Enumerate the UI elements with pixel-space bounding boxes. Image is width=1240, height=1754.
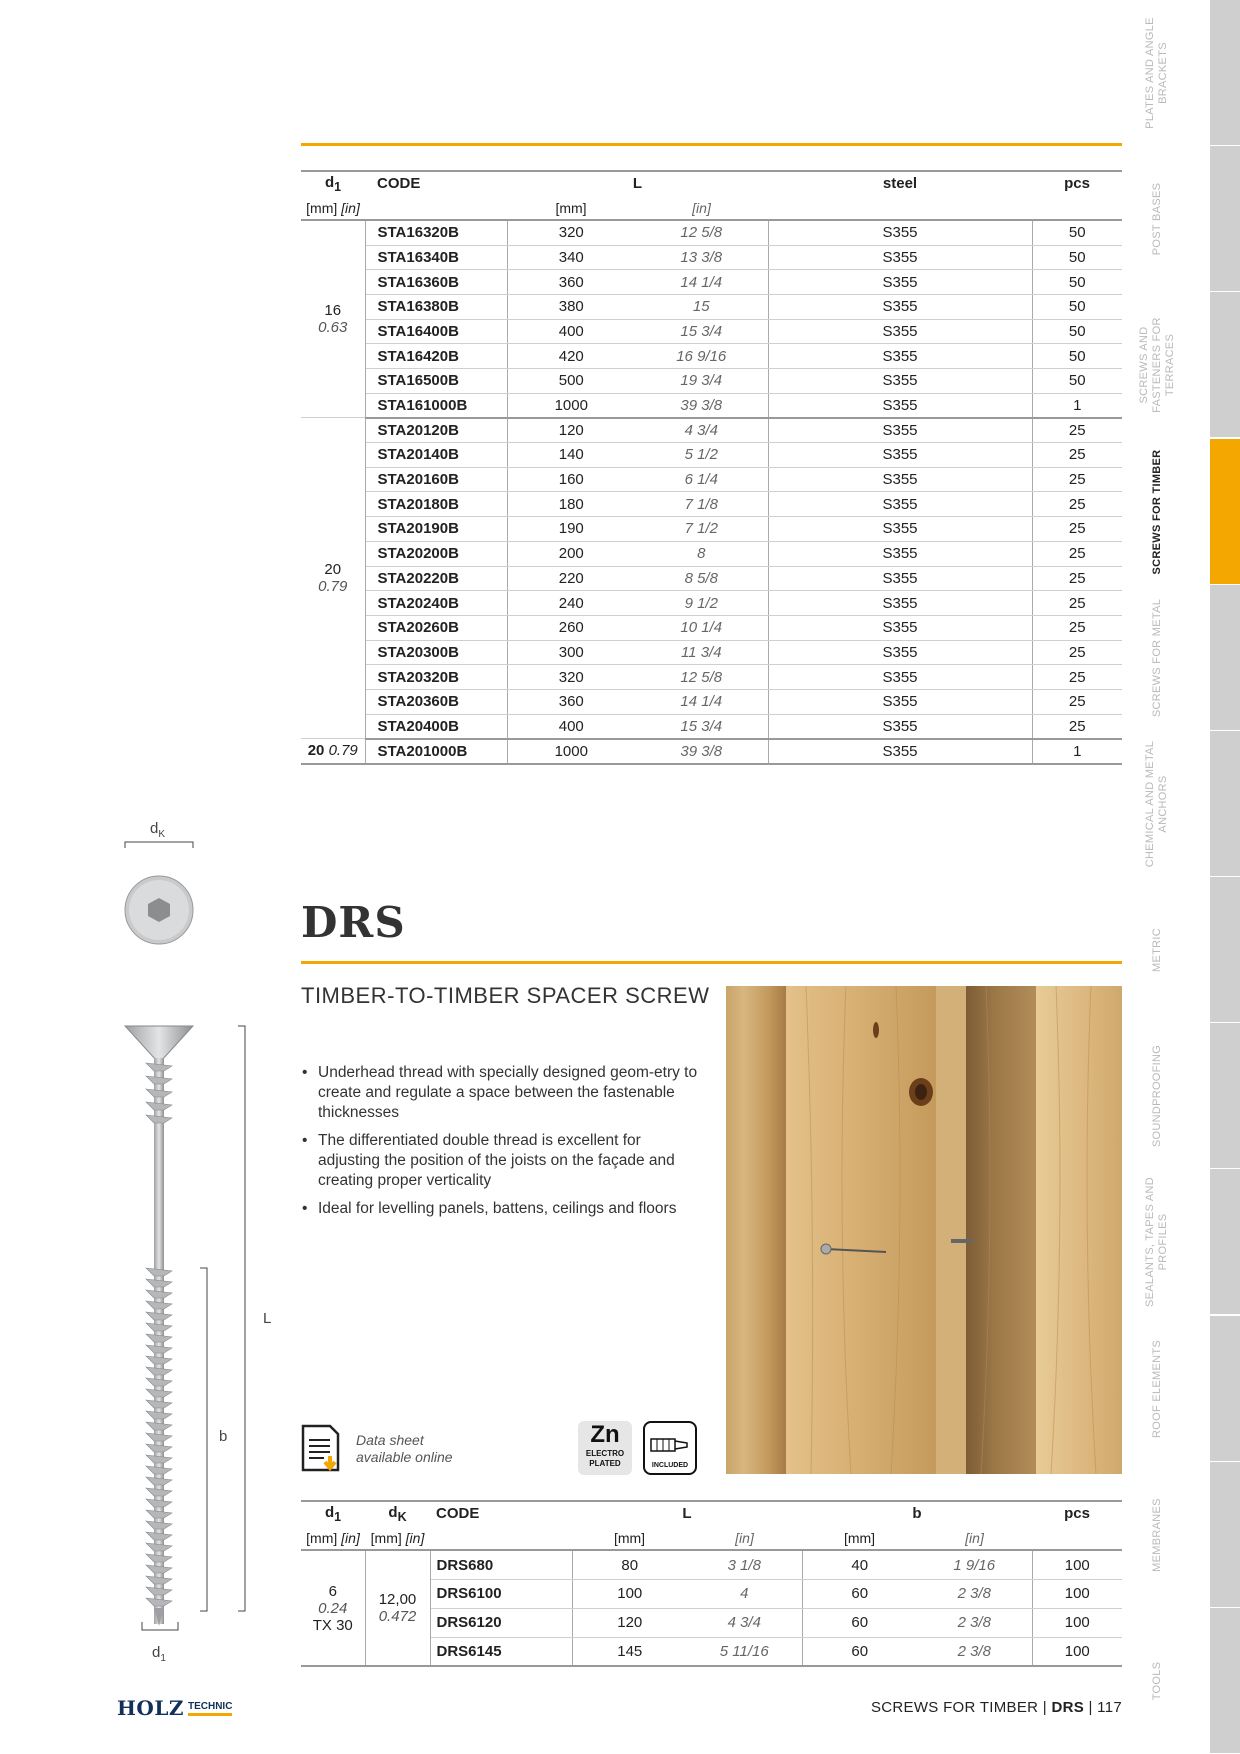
- feature-list: [300, 1063, 700, 1227]
- length-in-cell: 39 3/8: [635, 739, 768, 764]
- section-tab-label[interactable]: POST BASES: [1150, 183, 1163, 256]
- length-mm-cell: 500: [507, 369, 635, 394]
- length-in-cell: 5 1/2: [635, 443, 768, 468]
- length-in-cell: 8: [635, 541, 768, 566]
- diameter-cell: 20 0.79: [301, 739, 365, 764]
- length-mm-cell: 120: [507, 418, 635, 443]
- dk-label: $d_K$: [150, 820, 166, 840]
- L-dimension-label: L: [263, 1310, 272, 1327]
- table-row: [301, 541, 1122, 566]
- pcs-cell: 100: [1032, 1608, 1122, 1637]
- pcs-cell: 25: [1032, 665, 1122, 690]
- code-cell: STA161000B: [365, 393, 507, 418]
- table-row: [301, 665, 1122, 690]
- code-cell: STA20400B: [365, 714, 507, 739]
- section-tab[interactable]: [1210, 0, 1240, 146]
- length-in-cell: 7 1/8: [635, 492, 768, 517]
- header-pcs: pcs: [1032, 171, 1122, 196]
- pcs-cell: 100: [1032, 1637, 1122, 1666]
- length-in-cell: 5 11/16: [687, 1637, 802, 1666]
- section-tab[interactable]: [1210, 877, 1240, 1023]
- steel-cell: S355: [768, 665, 1032, 690]
- pcs-cell: 50: [1032, 220, 1122, 245]
- pcs-cell: 25: [1032, 492, 1122, 517]
- diameter-cell: 6 0.24 TX 30: [301, 1550, 365, 1666]
- pcs-cell: 50: [1032, 245, 1122, 270]
- section-tab-label[interactable]: CHEMICAL AND METAL ANCHORS: [1144, 740, 1169, 868]
- code-cell: STA20140B: [365, 443, 507, 468]
- length-mm-cell: 80: [572, 1550, 687, 1579]
- steel-cell: S355: [768, 443, 1032, 468]
- table-row: [301, 566, 1122, 591]
- code-cell: STA20240B: [365, 591, 507, 616]
- pcs-cell: 50: [1032, 294, 1122, 319]
- sta-table: [301, 170, 1122, 765]
- section-tab-label[interactable]: SOUNDPROOFING: [1150, 1045, 1163, 1148]
- table-row: [301, 344, 1122, 369]
- steel-cell: S355: [768, 344, 1032, 369]
- length-mm-cell: 1000: [507, 739, 635, 764]
- header-L-mm: [mm]: [507, 196, 635, 221]
- section-tab[interactable]: [1210, 439, 1240, 585]
- section-tab[interactable]: [1210, 1316, 1240, 1462]
- length-in-cell: 12 5/8: [635, 220, 768, 245]
- steel-cell: S355: [768, 418, 1032, 443]
- length-mm-cell: 320: [507, 220, 635, 245]
- code-cell: STA20120B: [365, 418, 507, 443]
- length-in-cell: 3 1/8: [687, 1550, 802, 1579]
- length-in-cell: 14 1/4: [635, 689, 768, 714]
- steel-cell: S355: [768, 467, 1032, 492]
- table-row: [301, 294, 1122, 319]
- section-tab-label[interactable]: TOOLS: [1150, 1661, 1163, 1701]
- length-mm-cell: 190: [507, 517, 635, 542]
- code-cell: STA16340B: [365, 245, 507, 270]
- brand-logo: HOLZ TECHNIC: [117, 1696, 233, 1720]
- steel-cell: S355: [768, 393, 1032, 418]
- section-tab-label[interactable]: SEALANTS, TAPES AND PROFILES: [1144, 1177, 1169, 1308]
- product-title: DRS: [301, 898, 406, 947]
- length-mm-cell: 420: [507, 344, 635, 369]
- pcs-cell: 50: [1032, 344, 1122, 369]
- head-diameter-cell: 12,00 0.472: [365, 1550, 430, 1666]
- length-in-cell: 11 3/4: [635, 640, 768, 665]
- pcs-cell: 25: [1032, 541, 1122, 566]
- length-mm-cell: 1000: [507, 393, 635, 418]
- feature-item: • Underhead thread with specially designed geom-etry to create and regulate a space between the fastenable thicknesses: [300, 1063, 700, 1123]
- section-tab[interactable]: [1210, 146, 1240, 292]
- header-b-mm: [mm]: [802, 1526, 917, 1551]
- section-tab-label[interactable]: SCREWS FOR METAL: [1150, 598, 1163, 717]
- code-cell: DRS6120: [430, 1608, 572, 1637]
- thread-in-cell: 2 3/8: [917, 1637, 1032, 1666]
- length-in-cell: 9 1/2: [635, 591, 768, 616]
- length-mm-cell: 320: [507, 665, 635, 690]
- pcs-cell: 25: [1032, 566, 1122, 591]
- code-cell: STA16420B: [365, 344, 507, 369]
- steel-cell: S355: [768, 517, 1032, 542]
- code-cell: STA16380B: [365, 294, 507, 319]
- length-mm-cell: 380: [507, 294, 635, 319]
- table-row: [301, 393, 1122, 418]
- section-tab-label[interactable]: METRIC: [1150, 928, 1163, 973]
- table-row: [301, 369, 1122, 394]
- code-cell: STA20300B: [365, 640, 507, 665]
- header-L-in: [in]: [635, 196, 768, 221]
- length-in-cell: 7 1/2: [635, 517, 768, 542]
- table-row: [301, 443, 1122, 468]
- header-d1: $d_1$: [301, 171, 365, 196]
- steel-cell: S355: [768, 591, 1032, 616]
- pcs-cell: 25: [1032, 517, 1122, 542]
- pcs-cell: 25: [1032, 467, 1122, 492]
- length-mm-cell: 360: [507, 689, 635, 714]
- steel-cell: S355: [768, 739, 1032, 764]
- d1-dimension-line: [140, 1620, 180, 1636]
- steel-cell: S355: [768, 220, 1032, 245]
- section-tab[interactable]: [1210, 731, 1240, 877]
- length-in-cell: 4 3/4: [635, 418, 768, 443]
- table-row: [301, 319, 1122, 344]
- code-cell: STA20220B: [365, 566, 507, 591]
- header-L-in: [in]: [687, 1526, 802, 1551]
- b-dimension-label: b: [219, 1428, 228, 1445]
- datasheet-link[interactable]: Data sheet available online: [300, 1424, 453, 1474]
- pcs-cell: 25: [1032, 689, 1122, 714]
- code-cell: STA20200B: [365, 541, 507, 566]
- code-cell: STA16360B: [365, 270, 507, 295]
- code-cell: DRS6100: [430, 1579, 572, 1608]
- table-row: [301, 1550, 1122, 1579]
- length-mm-cell: 340: [507, 245, 635, 270]
- header-steel: steel: [768, 171, 1032, 196]
- steel-cell: S355: [768, 492, 1032, 517]
- pcs-cell: 100: [1032, 1550, 1122, 1579]
- length-mm-cell: 360: [507, 270, 635, 295]
- screw-head-drawing: [110, 840, 210, 950]
- header-b: b: [802, 1501, 1032, 1526]
- pcs-cell: 25: [1032, 591, 1122, 616]
- header-dk: $d_K$: [365, 1501, 430, 1526]
- steel-cell: S355: [768, 714, 1032, 739]
- pcs-cell: 25: [1032, 615, 1122, 640]
- steel-cell: S355: [768, 640, 1032, 665]
- length-mm-cell: 145: [572, 1637, 687, 1666]
- bit-included-badge: INCLUDED: [643, 1421, 697, 1475]
- header-code: CODE: [430, 1501, 572, 1526]
- table-row: [301, 615, 1122, 640]
- thread-in-cell: 1 9/16: [917, 1550, 1032, 1579]
- section-tab[interactable]: [1210, 585, 1240, 731]
- length-in-cell: 10 1/4: [635, 615, 768, 640]
- length-in-cell: 39 3/8: [635, 393, 768, 418]
- top-rule: [301, 143, 1122, 146]
- length-mm-cell: 260: [507, 615, 635, 640]
- length-mm-cell: 200: [507, 541, 635, 566]
- length-in-cell: 15 3/4: [635, 714, 768, 739]
- pcs-cell: 25: [1032, 714, 1122, 739]
- section-tab-label[interactable]: MEMBRANES: [1150, 1497, 1163, 1572]
- thread-mm-cell: 40: [802, 1550, 917, 1579]
- bit-icon: [645, 1431, 695, 1461]
- pcs-cell: 25: [1032, 640, 1122, 665]
- pcs-cell: 1: [1032, 393, 1122, 418]
- header-L: L: [507, 171, 768, 196]
- page-footer: SCREWS FOR TIMBER | DRS | 117: [870, 1699, 1122, 1716]
- length-in-cell: 6 1/4: [635, 467, 768, 492]
- product-subtitle: TIMBER-TO-TIMBER SPACER SCREW: [301, 983, 710, 1008]
- header-L: L: [572, 1501, 802, 1526]
- diameter-cell: 20 0.79: [301, 418, 365, 739]
- section-tab[interactable]: [1210, 1023, 1240, 1169]
- table-row: [301, 714, 1122, 739]
- steel-cell: S355: [768, 615, 1032, 640]
- code-cell: STA201000B: [365, 739, 507, 764]
- length-mm-cell: 240: [507, 591, 635, 616]
- header-d1-units: [mm] [in]: [301, 196, 365, 221]
- code-cell: DRS680: [430, 1550, 572, 1579]
- title-rule: [301, 961, 1122, 964]
- section-tab-label[interactable]: SCREWS AND FASTENERS FOR TERRACES: [1137, 317, 1176, 414]
- feature-item: • The differentiated double thread is excellent for adjusting the position of the joists on the façade and creating proper verticality: [300, 1131, 700, 1191]
- header-b-in: [in]: [917, 1526, 1032, 1551]
- d1-label: $d_1$: [152, 1644, 166, 1664]
- length-in-cell: 15 3/4: [635, 319, 768, 344]
- table-row: [301, 517, 1122, 542]
- thread-in-cell: 2 3/8: [917, 1608, 1032, 1637]
- length-in-cell: 4 3/4: [687, 1608, 802, 1637]
- table-row: [301, 492, 1122, 517]
- length-mm-cell: 120: [572, 1608, 687, 1637]
- length-in-cell: 4: [687, 1579, 802, 1608]
- steel-cell: S355: [768, 319, 1032, 344]
- length-mm-cell: 220: [507, 566, 635, 591]
- screw-side-drawing: [110, 1018, 260, 1628]
- header-dk-units: [mm] [in]: [365, 1526, 430, 1551]
- section-tab[interactable]: [1210, 1169, 1240, 1315]
- code-cell: STA16320B: [365, 220, 507, 245]
- section-tab-label[interactable]: ROOF ELEMENTS: [1150, 1339, 1163, 1438]
- code-cell: STA16400B: [365, 319, 507, 344]
- steel-cell: S355: [768, 270, 1032, 295]
- length-mm-cell: 180: [507, 492, 635, 517]
- table-row: [301, 591, 1122, 616]
- thread-mm-cell: 60: [802, 1608, 917, 1637]
- code-cell: STA20160B: [365, 467, 507, 492]
- code-cell: STA20320B: [365, 665, 507, 690]
- section-tabs: [1137, 0, 1240, 1754]
- table-row: [301, 689, 1122, 714]
- thread-in-cell: 2 3/8: [917, 1579, 1032, 1608]
- length-mm-cell: 400: [507, 714, 635, 739]
- document-download-icon: [300, 1424, 342, 1474]
- table-row: [301, 640, 1122, 665]
- pcs-cell: 50: [1032, 369, 1122, 394]
- drs-table: [301, 1500, 1122, 1667]
- pcs-cell: 50: [1032, 319, 1122, 344]
- steel-cell: S355: [768, 369, 1032, 394]
- length-in-cell: 14 1/4: [635, 270, 768, 295]
- length-in-cell: 16 9/16: [635, 344, 768, 369]
- code-cell: STA16500B: [365, 369, 507, 394]
- pcs-cell: 100: [1032, 1579, 1122, 1608]
- pcs-cell: 25: [1032, 418, 1122, 443]
- length-in-cell: 8 5/8: [635, 566, 768, 591]
- table-row: [301, 418, 1122, 443]
- table-row: [301, 245, 1122, 270]
- length-mm-cell: 160: [507, 467, 635, 492]
- thread-mm-cell: 60: [802, 1579, 917, 1608]
- steel-cell: S355: [768, 689, 1032, 714]
- steel-cell: S355: [768, 566, 1032, 591]
- code-cell: STA20180B: [365, 492, 507, 517]
- pcs-cell: 50: [1032, 270, 1122, 295]
- header-d1: $d_1$: [301, 1501, 365, 1526]
- section-tab[interactable]: [1210, 292, 1240, 438]
- diameter-cell: 16 0.63: [301, 220, 365, 418]
- length-mm-cell: 300: [507, 640, 635, 665]
- code-cell: STA20260B: [365, 615, 507, 640]
- code-cell: STA20360B: [365, 689, 507, 714]
- feature-item: • Ideal for levelling panels, battens, ceilings and floors: [300, 1199, 700, 1219]
- code-cell: STA20190B: [365, 517, 507, 542]
- header-L-mm: [mm]: [572, 1526, 687, 1551]
- pcs-cell: 1: [1032, 739, 1122, 764]
- steel-cell: S355: [768, 541, 1032, 566]
- zinc-plated-badge: Zn ELECTRO PLATED: [578, 1421, 632, 1475]
- header-code: CODE: [365, 171, 507, 196]
- length-in-cell: 15: [635, 294, 768, 319]
- length-in-cell: 12 5/8: [635, 665, 768, 690]
- pcs-cell: 25: [1032, 443, 1122, 468]
- length-mm-cell: 140: [507, 443, 635, 468]
- steel-cell: S355: [768, 245, 1032, 270]
- section-tab[interactable]: [1210, 1462, 1240, 1608]
- section-tab-label[interactable]: SCREWS FOR TIMBER: [1150, 449, 1163, 575]
- table-row: [301, 220, 1122, 245]
- length-in-cell: 13 3/8: [635, 245, 768, 270]
- steel-cell: S355: [768, 294, 1032, 319]
- section-tab[interactable]: [1210, 1608, 1240, 1754]
- code-cell: DRS6145: [430, 1637, 572, 1666]
- header-pcs: pcs: [1032, 1501, 1122, 1526]
- header-d1-units: [mm] [in]: [301, 1526, 365, 1551]
- length-in-cell: 19 3/4: [635, 369, 768, 394]
- section-tab-label[interactable]: PLATES AND ANGLE BRACKETS: [1144, 17, 1169, 129]
- table-row: [301, 739, 1122, 764]
- table-row: [301, 467, 1122, 492]
- length-mm-cell: 400: [507, 319, 635, 344]
- table-row: [301, 270, 1122, 295]
- thread-mm-cell: 60: [802, 1637, 917, 1666]
- length-mm-cell: 100: [572, 1579, 687, 1608]
- product-photo: [726, 986, 1122, 1474]
